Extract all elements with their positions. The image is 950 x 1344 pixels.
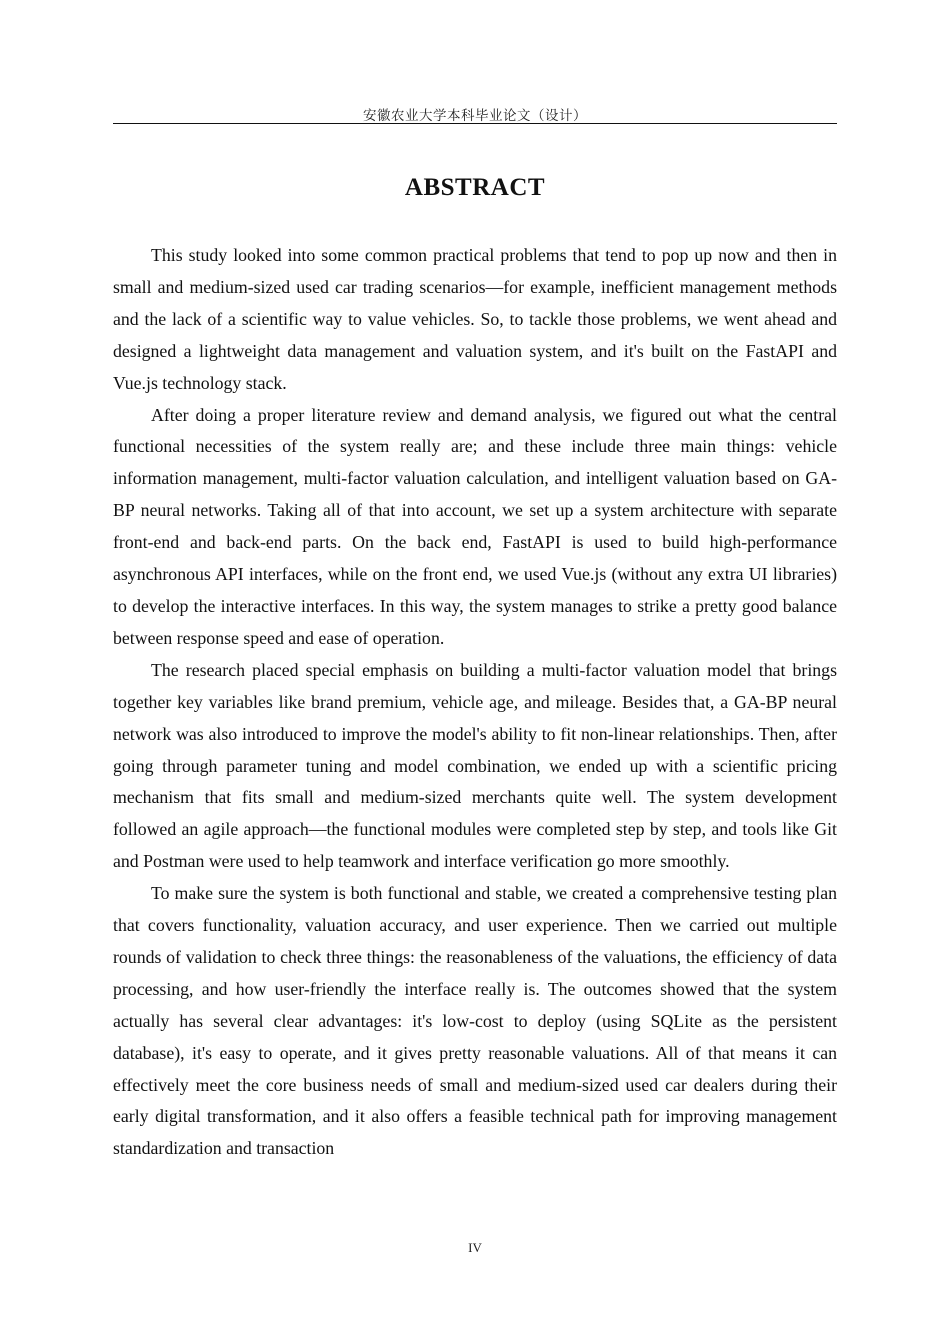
page-number: IV xyxy=(468,1240,482,1255)
abstract-paragraph-2: After doing a proper literature review and demand analysis, we figured out what the central functional necessities of the system really are; and these include three main things: vehicle information management, multi-factor valuation calculation, and intelligent valuation based on GA-BP neural networks. Taking all of that into account, we set up a system architecture with separate front-end and back-end parts. On the back end, FastAPI is used to build high-performance asynchronous API interfaces, while on the front end, we used Vue.js (without any extra UI libraries) to develop the interactive interfaces. In this way, the system manages to strike a pretty good balance between response speed and ease of operation. xyxy=(113,404,837,648)
abstract-paragraph-3: The research placed special emphasis on building a multi-factor valuation model that brings together key variables like brand premium, vehicle age, and mileage. Besides that, a GA-BP neural network was also introduced to improve the model's ability to fit non-linear relationships. Then, after going through parameter tuning and model combination, we ended up with a scientific pricing mechanism that fits small and medium-sized merchants quite well. The system development followed an agile approach—the functional modules were completed step by step, and tools like Git and Postman were used to help teamwork and interface verification go more smoothly. xyxy=(113,659,837,872)
abstract-paragraph-1: This study looked into some common practical problems that tend to pop up now and then in small and medium-sized used car trading scenarios—for example, inefficient management methods and the lack of a scientific way to value vehicles. So, to tackle those problems, we went ahead and designed a lightweight data management and valuation system, and it's built on the FastAPI and Vue.js technology stack. xyxy=(113,245,837,393)
header-rule xyxy=(113,123,837,124)
abstract-body xyxy=(113,240,837,1165)
abstract-paragraph-4: To make sure the system is both functional and stable, we created a comprehensive testing plan that covers functionality, valuation accuracy, and user experience. Then we carried out multiple rounds of validation to check three things: the reasonableness of the valuations, the efficiency of data processing, and how user-friendly the interface really is. The outcomes showed that the system actually has several clear advantages: it's low-cost to deploy (using SQLite as the persistent database), it's easy to operate, and it gives pretty reasonable valuations. All of that means it can effectively meet the core business needs of small and medium-sized used car dealers during their early digital transformation, and it also offers a feasible technical path for improving management standardization and transaction xyxy=(113,883,837,1159)
running-header: 安徽农业大学本科毕业论文（设计） xyxy=(363,108,587,123)
abstract-heading: ABSTRACT xyxy=(404,174,546,201)
